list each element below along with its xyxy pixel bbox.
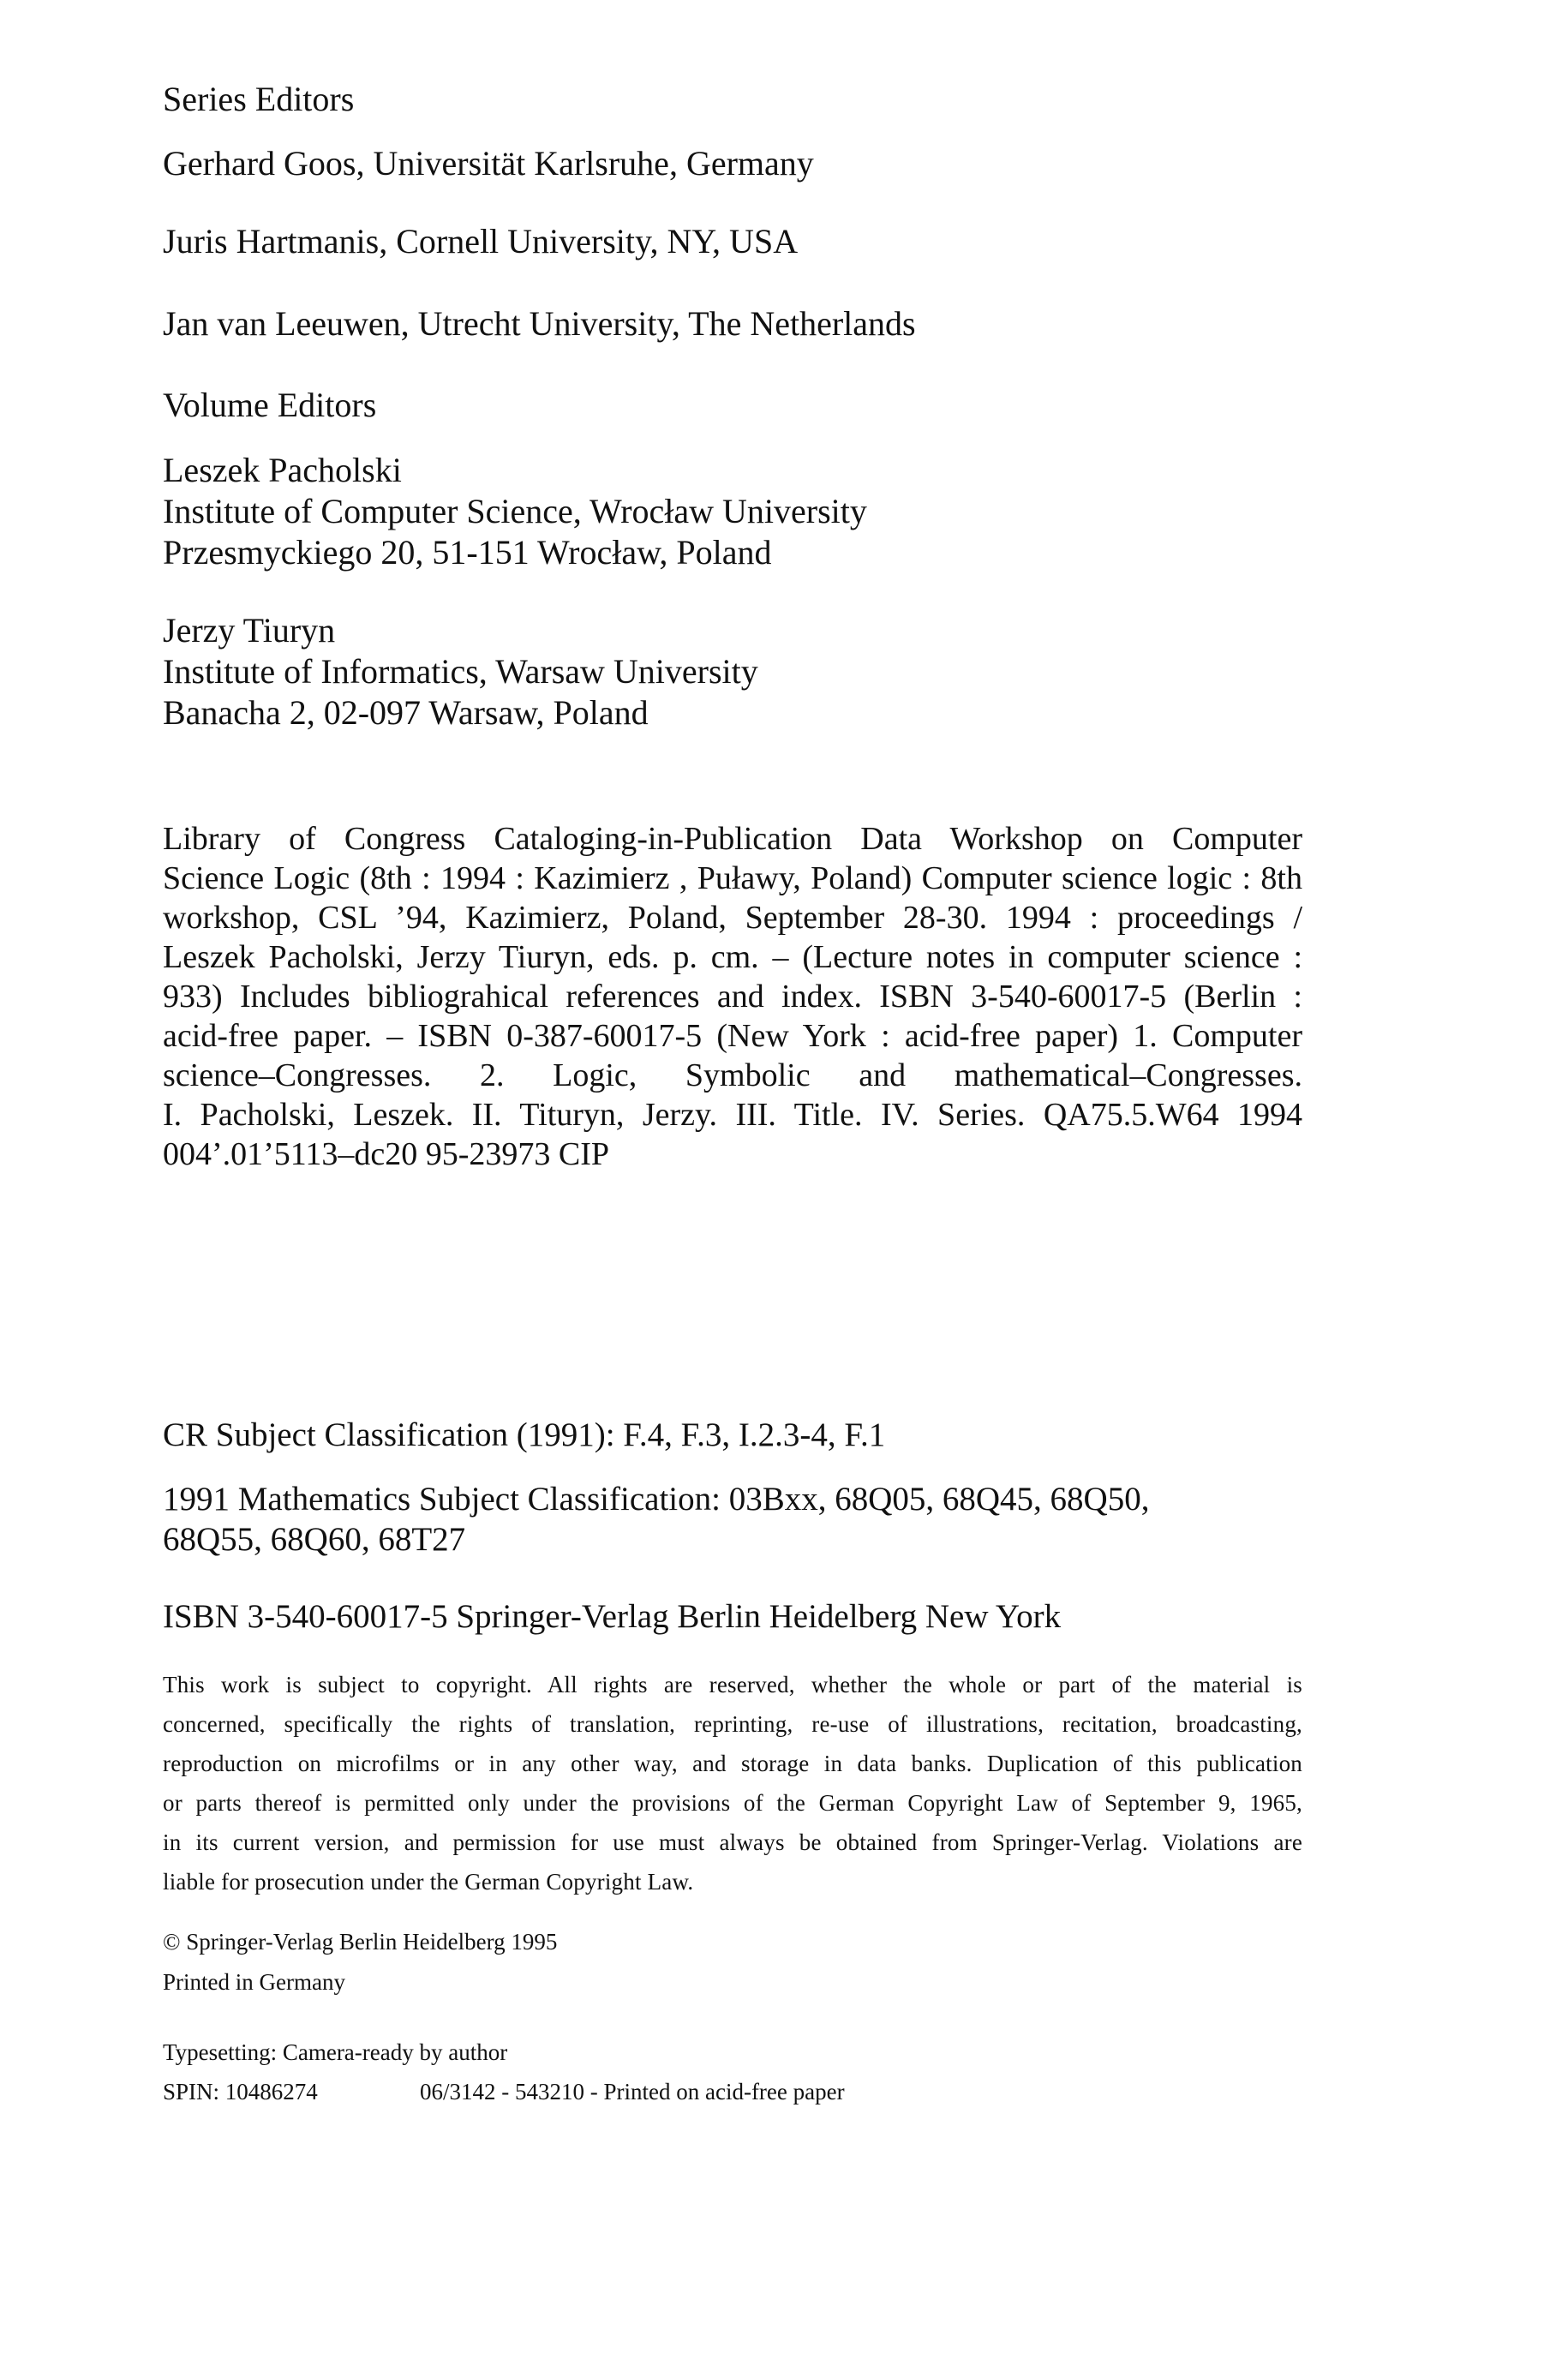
- cip-line: Library of Congress Cataloging-in-Publication Data Workshop on Computer: [163, 821, 1302, 857]
- copyright-notice-line: or parts thereof is permitted only under the provisions of the German Copyright Law of September 9, 1965,: [163, 1790, 1302, 1816]
- print-info: 06/3142 - 543210 - Printed on acid-free paper: [420, 2079, 845, 2105]
- cip-line: Science Logic (8th : 1994 : Kazimierz , Puławy, Poland) Computer science logic : 8th: [163, 860, 1302, 896]
- series-editor-goos: Gerhard Goos, Universität Karlsruhe, Germany: [163, 144, 814, 183]
- cip-line: science–Congresses. 2. Logic, Symbolic and mathematical–Congresses.: [163, 1057, 1302, 1093]
- cip-data: [163, 819, 1302, 1174]
- cr-subject-classification: CR Subject Classification (1991): F.4, F.3, I.2.3-4, F.1: [163, 1416, 886, 1453]
- spin-number: SPIN: 10486274: [163, 2079, 318, 2105]
- series-editor-van-leeuwen: Jan van Leeuwen, Utrecht University, The Netherlands: [163, 304, 916, 343]
- copyright-line: © Springer-Verlag Berlin Heidelberg 1995: [163, 1929, 558, 1955]
- copyright-notice-line: concerned, specifically the rights of translation, reprinting, re-use of illustrations, recitation, broadcasting,: [163, 1711, 1302, 1737]
- isbn-line: ISBN 3-540-60017-5 Springer-Verlag Berlin Heidelberg New York: [163, 1598, 1062, 1635]
- editor-name: Jerzy Tiuryn: [163, 611, 336, 650]
- copyright-notice-line: This work is subject to copyright. All rights are reserved, whether the whole or part of the material is: [163, 1672, 1302, 1697]
- editor-address: Banacha 2, 02-097 Warsaw, Poland: [163, 693, 649, 732]
- editor-name: Leszek Pacholski: [163, 451, 402, 489]
- editor-affiliation: Institute of Informatics, Warsaw University: [163, 652, 758, 691]
- typesetting-line: Typesetting: Camera-ready by author: [163, 2039, 508, 2065]
- copyright-notice-line: reproduction on microfilms or in any other way, and storage in data banks. Duplication of this publication: [163, 1751, 1302, 1776]
- cip-line: 933) Includes bibliograhical references and index. ISBN 3-540-60017-5 (Berlin :: [163, 979, 1302, 1015]
- copyright-notice-line: liable for prosecution under the German Copyright Law.: [163, 1869, 694, 1895]
- volume-editor-pacholski: [163, 450, 867, 573]
- editor-address: Przesmyckiego 20, 51-151 Wrocław, Poland: [163, 533, 772, 572]
- cip-line: I. Pacholski, Leszek. II. Tituryn, Jerzy. III. Title. IV. Series. QA75.5.W64 1994: [163, 1097, 1302, 1133]
- editor-affiliation: Institute of Computer Science, Wrocław University: [163, 492, 867, 530]
- cip-line: 004’.01’5113–dc20 95-23973 CIP: [163, 1136, 610, 1172]
- cip-line: workshop, CSL ’94, Kazimierz, Poland, September 28-30. 1994 : proceedings /: [163, 900, 1302, 936]
- cip-line: acid-free paper. – ISBN 0-387-60017-5 (New York : acid-free paper) 1. Computer: [163, 1018, 1302, 1054]
- volume-editors-heading: Volume Editors: [163, 386, 377, 424]
- volume-editor-tiuryn: [163, 610, 758, 733]
- copyright-notice: [163, 1665, 1302, 1901]
- series-editors-heading: Series Editors: [163, 80, 355, 118]
- cip-line: Leszek Pacholski, Jerzy Tiuryn, eds. p. cm. – (Lecture notes in computer science :: [163, 939, 1302, 975]
- msc-classification-line2: 68Q55, 68Q60, 68T27: [163, 1521, 466, 1558]
- msc-classification-line1: 1991 Mathematics Subject Classification: 03Bxx, 68Q05, 68Q45, 68Q50,: [163, 1481, 1150, 1518]
- spin-line: [163, 2072, 845, 2111]
- series-editor-hartmanis: Juris Hartmanis, Cornell University, NY, USA: [163, 222, 799, 260]
- copyright-notice-line: in its current version, and permission for use must always be obtained from Springer-Verlag. Violations are: [163, 1829, 1302, 1855]
- printed-in-line: Printed in Germany: [163, 1969, 345, 1995]
